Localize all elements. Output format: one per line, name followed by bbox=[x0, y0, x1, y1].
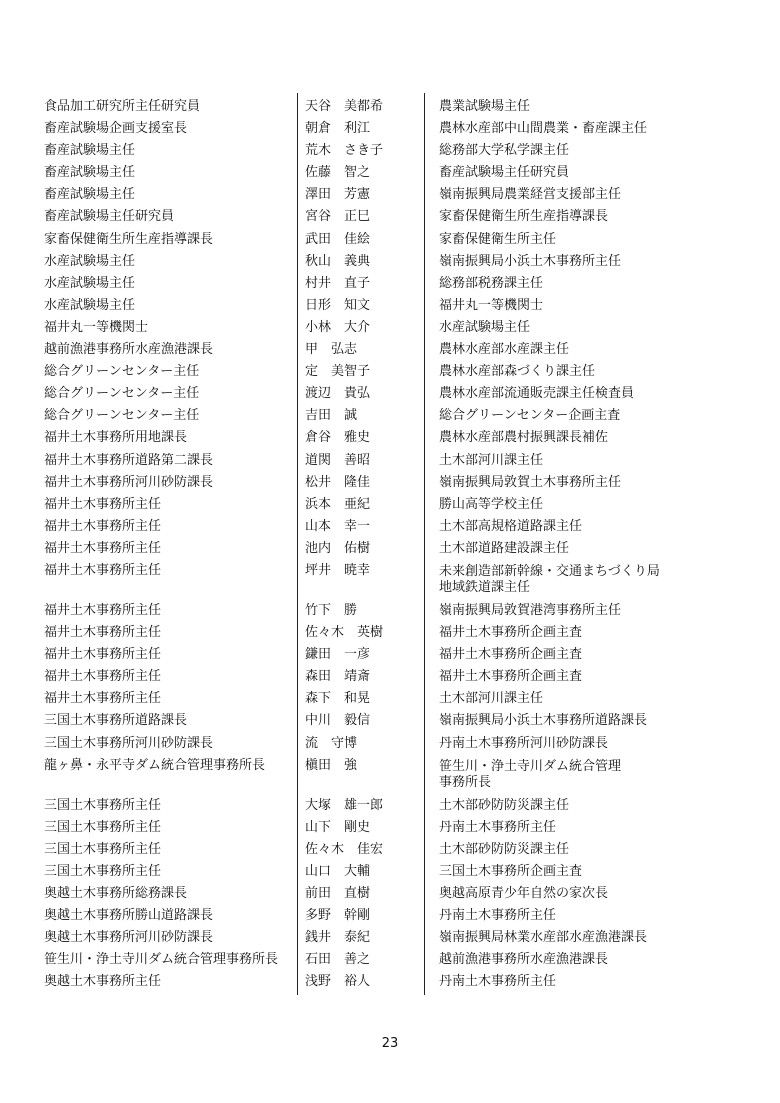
personnel-row bbox=[0, 184, 780, 206]
person-name: 竹下 勝 bbox=[305, 602, 358, 618]
previous-position: 総合グリーンセンター主任 bbox=[44, 408, 200, 424]
person-name: 宮谷 正巳 bbox=[305, 209, 371, 225]
personnel-row bbox=[0, 450, 780, 472]
new-position: 農業試験場主任 bbox=[439, 99, 531, 114]
previous-position: 福井土木事務所主任 bbox=[44, 691, 162, 707]
new-position: 農林水産部森づくり課主任 bbox=[439, 364, 596, 380]
previous-position: 福井土木事務所道路第二課長 bbox=[44, 452, 214, 468]
person-name: 倉谷 雅史 bbox=[305, 430, 371, 446]
new-position: 嶺南振興局小浜土木事務所主任 bbox=[439, 253, 622, 269]
new-position: 畜産試験場主任研究員 bbox=[439, 165, 570, 181]
new-position: 農林水産部水産課主任 bbox=[439, 342, 570, 358]
person-name: 石田 善之 bbox=[305, 952, 371, 968]
previous-position: 福井土木事務所主任 bbox=[44, 540, 162, 556]
personnel-row bbox=[0, 560, 780, 600]
personnel-row bbox=[0, 622, 780, 644]
new-position: 総合グリーンセンター企画主査 bbox=[439, 408, 621, 424]
personnel-row bbox=[0, 273, 780, 295]
previous-position: 食品加工研究所主任研究員 bbox=[44, 99, 201, 114]
new-position: 農林水産部農村振興課長補佐 bbox=[439, 430, 609, 446]
person-name: 定 美智子 bbox=[305, 364, 371, 380]
personnel-row bbox=[0, 361, 780, 383]
previous-position: 畜産試験場主任 bbox=[44, 143, 136, 159]
person-name: 道関 善昭 bbox=[305, 452, 371, 468]
personnel-row bbox=[0, 251, 780, 273]
person-name: 武田 佳絵 bbox=[305, 231, 371, 247]
person-name: 山口 大輔 bbox=[305, 863, 371, 879]
personnel-row bbox=[0, 905, 780, 927]
personnel-row bbox=[0, 494, 780, 516]
person-name: 朝倉 利江 bbox=[305, 121, 371, 137]
person-name: 大塚 雄一郎 bbox=[305, 797, 384, 813]
new-position: 土木部河川課主任 bbox=[439, 691, 544, 707]
person-name: 坪井 暁幸 bbox=[305, 562, 371, 578]
new-position-line: 未来創造部新幹線・交通まちづくり局 bbox=[439, 563, 660, 579]
previous-position: 家畜保健衛生所生産指導課長 bbox=[44, 231, 214, 247]
previous-position: 笹生川・浄土寺川ダム統合管理事務所長 bbox=[44, 952, 279, 968]
new-position: 嶺南振興局小浜土木事務所道路課長 bbox=[439, 713, 648, 729]
personnel-row bbox=[0, 472, 780, 494]
previous-position: 三国土木事務所主任 bbox=[44, 819, 162, 835]
personnel-row bbox=[0, 118, 780, 140]
new-position: 嶺南振興局敦賀港湾事務所主任 bbox=[439, 602, 622, 618]
new-position: 丹南土木事務所河川砂防課長 bbox=[439, 735, 609, 751]
new-position: 嶺南振興局敦賀土木事務所主任 bbox=[439, 474, 622, 490]
previous-position: 三国土木事務所道路課長 bbox=[44, 713, 188, 729]
new-position: 福井土木事務所企画主査 bbox=[439, 669, 583, 685]
personnel-row bbox=[0, 666, 780, 688]
new-position: 農林水産部中山間農業・畜産課主任 bbox=[439, 121, 648, 137]
new-position: 丹南土木事務所主任 bbox=[439, 819, 557, 835]
personnel-row bbox=[0, 644, 780, 666]
previous-position: 総合グリーンセンター主任 bbox=[44, 386, 200, 402]
previous-position: 奥越土木事務所勝山道路課長 bbox=[44, 908, 214, 924]
new-position: 農林水産部流通販売課主任検査員 bbox=[439, 386, 635, 402]
page-number: 23 bbox=[381, 1036, 399, 1051]
person-name: 村井 直子 bbox=[305, 275, 371, 291]
new-position: 土木部砂防防災課主任 bbox=[439, 841, 570, 857]
previous-position: 福井丸一等機関士 bbox=[44, 319, 149, 335]
person-name: 渡辺 貴弘 bbox=[305, 386, 371, 402]
personnel-row bbox=[0, 755, 780, 795]
person-name: 小林 大介 bbox=[305, 319, 371, 335]
previous-position: 福井土木事務所主任 bbox=[44, 602, 162, 618]
previous-position: 水産試験場主任 bbox=[44, 275, 136, 291]
personnel-row bbox=[0, 96, 780, 118]
new-position: 奥越高原青少年自然の家次長 bbox=[439, 886, 609, 901]
personnel-row bbox=[0, 317, 780, 339]
previous-position: 福井土木事務所主任 bbox=[44, 518, 162, 534]
new-position: 土木部道路建設課主任 bbox=[439, 540, 570, 556]
new-position: 嶺南振興局林業水産部水産漁港課長 bbox=[439, 930, 648, 946]
previous-position: 福井土木事務所主任 bbox=[44, 496, 162, 512]
previous-position: 水産試験場主任 bbox=[44, 297, 136, 313]
person-name: 流 守博 bbox=[305, 735, 358, 751]
previous-position: 三国土木事務所主任 bbox=[44, 797, 162, 813]
personnel-row bbox=[0, 927, 780, 949]
personnel-row bbox=[0, 710, 780, 732]
person-name: 日形 知文 bbox=[305, 297, 371, 313]
previous-position: 畜産試験場主任 bbox=[44, 187, 136, 203]
person-name: 池内 佑樹 bbox=[305, 540, 371, 556]
person-name: 天谷 美都希 bbox=[305, 99, 384, 114]
personnel-row bbox=[0, 427, 780, 449]
previous-position: 畜産試験場主任研究員 bbox=[44, 209, 175, 225]
previous-position: 越前漁港事務所水産漁港課長 bbox=[44, 342, 214, 358]
person-name: 中川 毅信 bbox=[305, 713, 371, 729]
personnel-row bbox=[0, 383, 780, 405]
previous-position: 三国土木事務所河川砂防課長 bbox=[44, 735, 214, 751]
previous-position: 奥越土木事務所主任 bbox=[44, 974, 162, 990]
new-position-line: 事務所長 bbox=[439, 774, 492, 790]
previous-position: 畜産試験場主任 bbox=[44, 165, 136, 181]
new-position: 福井土木事務所企画主査 bbox=[439, 625, 583, 641]
personnel-row bbox=[0, 733, 780, 755]
previous-position: 福井土木事務所主任 bbox=[44, 669, 162, 685]
personnel-row bbox=[0, 795, 780, 817]
personnel-row bbox=[0, 229, 780, 251]
personnel-row bbox=[0, 971, 780, 993]
person-name: 浅野 裕人 bbox=[305, 974, 371, 990]
personnel-row bbox=[0, 817, 780, 839]
previous-position: 福井土木事務所用地課長 bbox=[44, 430, 188, 446]
personnel-row bbox=[0, 206, 780, 228]
person-name: 森田 靖斎 bbox=[305, 669, 371, 685]
new-position: 土木部砂防防災課主任 bbox=[439, 797, 570, 813]
personnel-row bbox=[0, 339, 780, 361]
new-position: 家畜保健衛生所生産指導課長 bbox=[439, 209, 609, 225]
person-name: 多野 幹剛 bbox=[305, 908, 371, 924]
new-position: 土木部高規格道路課主任 bbox=[439, 518, 583, 534]
person-name: 槇田 強 bbox=[305, 757, 358, 773]
new-position: 勝山高等学校主任 bbox=[439, 496, 544, 512]
personnel-row bbox=[0, 295, 780, 317]
personnel-row bbox=[0, 516, 780, 538]
new-position: 福井土木事務所企画主査 bbox=[439, 647, 583, 663]
person-name: 澤田 芳憲 bbox=[305, 187, 371, 203]
new-position: 三国土木事務所企画主査 bbox=[439, 863, 583, 879]
new-position: 水産試験場主任 bbox=[439, 319, 531, 335]
personnel-list bbox=[0, 96, 780, 993]
new-position bbox=[439, 560, 660, 596]
person-name: 浜本 亜紀 bbox=[305, 496, 371, 512]
previous-position: 福井土木事務所主任 bbox=[44, 647, 162, 663]
personnel-row bbox=[0, 405, 780, 427]
previous-position: 福井土木事務所主任 bbox=[44, 562, 162, 578]
previous-position: 三国土木事務所主任 bbox=[44, 841, 162, 857]
previous-position: 龍ヶ鼻・永平寺ダム統合管理事務所長 bbox=[44, 757, 266, 773]
person-name: 吉田 誠 bbox=[305, 408, 358, 424]
previous-position: 奥越土木事務所総務課長 bbox=[44, 886, 188, 901]
person-name: 秋山 義典 bbox=[305, 253, 371, 269]
personnel-row bbox=[0, 839, 780, 861]
new-position: 総務部大学私学課主任 bbox=[439, 143, 570, 159]
personnel-row bbox=[0, 600, 780, 622]
person-name: 甲 弘志 bbox=[305, 342, 358, 358]
previous-position: 畜産試験場企画支援室長 bbox=[44, 121, 188, 137]
person-name: 銭井 泰紀 bbox=[305, 930, 371, 946]
person-name: 山下 剛史 bbox=[305, 819, 371, 835]
previous-position: 三国土木事務所主任 bbox=[44, 863, 162, 879]
new-position: 嶺南振興局農業経営支援部主任 bbox=[439, 187, 622, 203]
person-name: 前田 直樹 bbox=[305, 886, 371, 901]
person-name: 鎌田 一彦 bbox=[305, 647, 371, 663]
personnel-row bbox=[0, 162, 780, 184]
previous-position: 水産試験場主任 bbox=[44, 253, 136, 269]
new-position bbox=[439, 755, 621, 791]
new-position: 福井丸一等機関士 bbox=[439, 297, 544, 313]
person-name: 山本 幸一 bbox=[305, 518, 371, 534]
new-position: 土木部河川課主任 bbox=[439, 452, 544, 468]
new-position: 家畜保健衛生所主任 bbox=[439, 231, 557, 247]
previous-position: 総合グリーンセンター主任 bbox=[44, 364, 200, 380]
new-position: 丹南土木事務所主任 bbox=[439, 908, 557, 924]
person-name: 森下 和晃 bbox=[305, 691, 371, 707]
person-name: 佐々木 佳宏 bbox=[305, 841, 384, 857]
personnel-row bbox=[0, 949, 780, 971]
personnel-row bbox=[0, 688, 780, 710]
person-name: 松井 隆佳 bbox=[305, 474, 371, 490]
person-name: 佐藤 智之 bbox=[305, 165, 371, 181]
personnel-row bbox=[0, 861, 780, 883]
new-position-line: 笹生川・浄土寺川ダム統合管理 bbox=[439, 758, 622, 774]
personnel-row bbox=[0, 140, 780, 162]
person-name: 佐々木 英樹 bbox=[305, 625, 384, 641]
new-position-line: 地域鉄道課主任 bbox=[439, 579, 531, 595]
personnel-row bbox=[0, 883, 780, 905]
previous-position: 福井土木事務所河川砂防課長 bbox=[44, 474, 214, 490]
previous-position: 奥越土木事務所河川砂防課長 bbox=[44, 930, 214, 946]
new-position: 越前漁港事務所水産漁港課長 bbox=[439, 952, 609, 968]
previous-position: 福井土木事務所主任 bbox=[44, 625, 162, 641]
personnel-row bbox=[0, 538, 780, 560]
person-name: 荒木 さき子 bbox=[305, 143, 384, 159]
new-position: 総務部税務課主任 bbox=[439, 275, 544, 291]
new-position: 丹南土木事務所主任 bbox=[439, 974, 557, 990]
